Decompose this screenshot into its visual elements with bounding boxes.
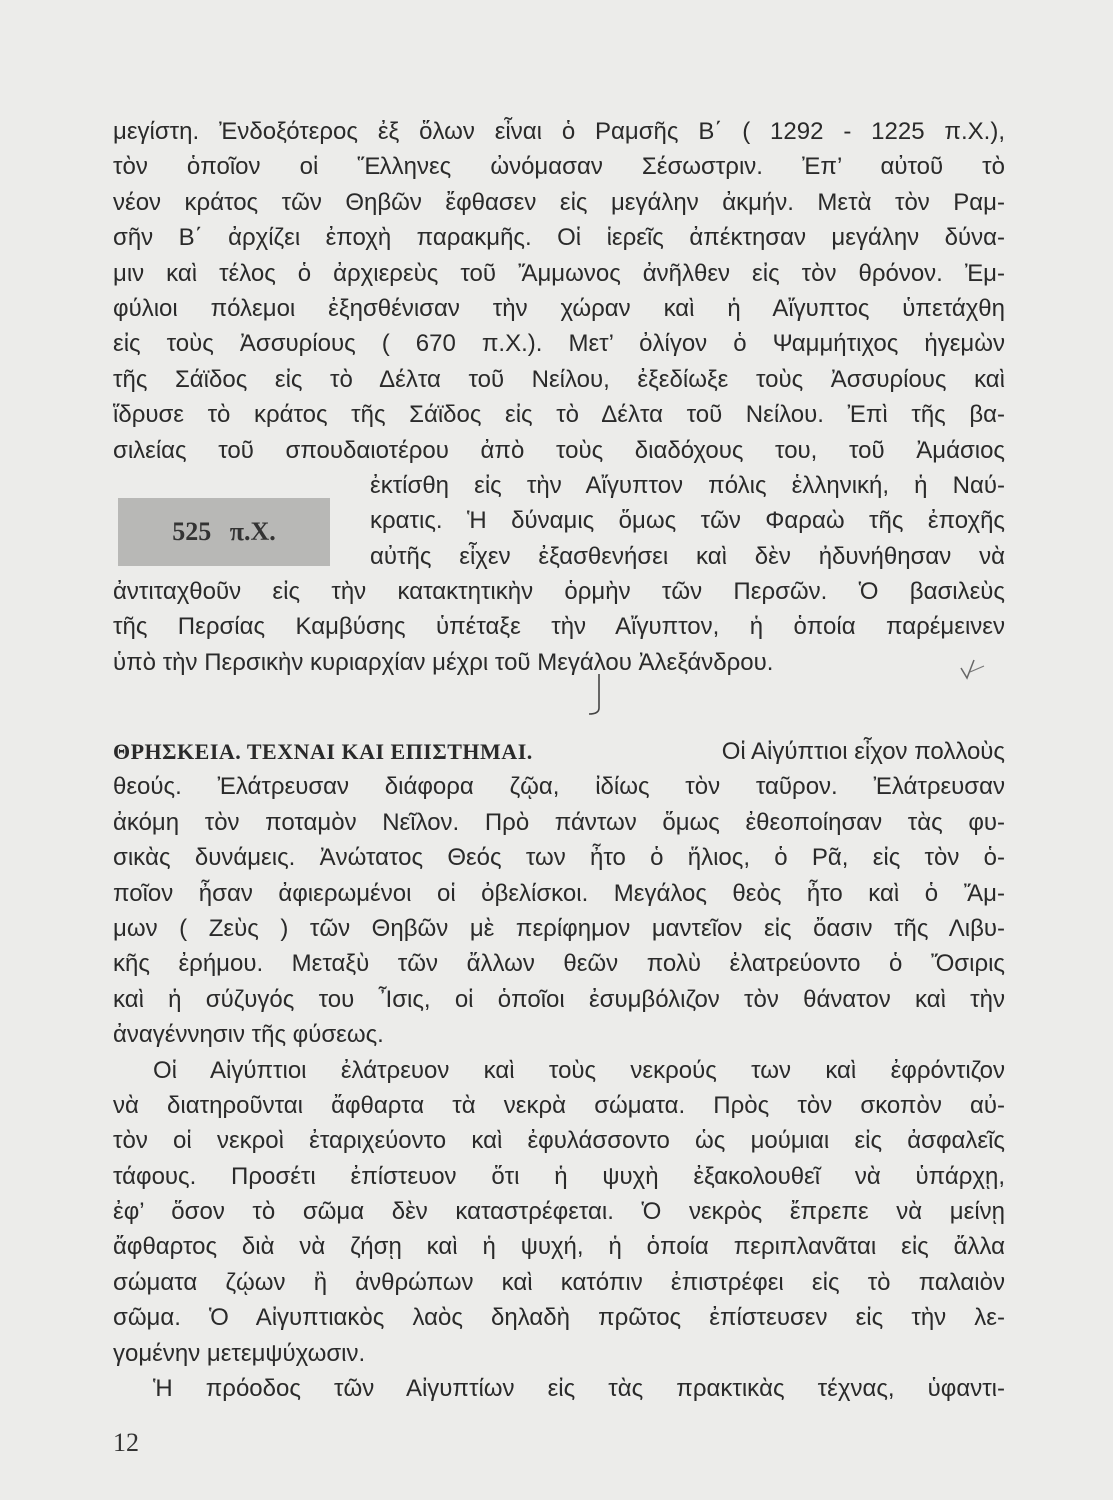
text-line: ὑπὸ τὴν Περσικὴν κυριαρχίαν μέχρι τοῦ Μεγάλου Ἀλεξάνδρου. [113, 648, 774, 676]
text-line: τῆς Σάϊδος εἰς τὸ Δέλτα τοῦ Νείλου, ἐξεδίωξε τοὺς Ἀσσυρίους καὶ [113, 365, 1005, 393]
text-line: ἐφ’ ὅσον τὸ σῶμα δὲν καταστρέφεται. Ὁ νεκρὸς ἔπρεπε νὰ μείνῃ [113, 1198, 1005, 1226]
text-line: ἀκόμη τὸν ποταμὸν Νεῖλον. Πρὸ πάντων ὅμως ἐθεοποίησαν τὰς φυ- [113, 808, 1005, 836]
text-line: τῆς Περσίας Καμβύσης ὑπέταξε τὴν Αἴγυπτον, ἡ ὁποία παρέμεινεν [113, 613, 1005, 641]
heading-continuation: Οἱ Αἰγύπτιοι εἶχον πολλοὺς [721, 738, 1005, 765]
text-line: νὰ διατηροῦνται ἄφθαρτα τὰ νεκρὰ σώματα. Πρὸς τὸν σκοπὸν αὐ- [113, 1091, 1005, 1119]
text-line: σῶμα. Ὁ Αἰγυπτιακὸς λαὸς δηλαδὴ πρῶτος ἐπίστευσεν εἰς τὴν λε- [113, 1304, 1005, 1332]
page-number: 12 [113, 1428, 139, 1457]
text-line: εἰς τοὺς Ἀσσυρίους ( 670 π.Χ.). Μετ’ ὀλίγον ὁ Ψαμμήτιχος ἡγεμὼν [113, 330, 1005, 358]
text-line: ἄφθαρτος διὰ νὰ ζήσῃ καὶ ἡ ψυχή, ἡ ὁποία περιπλανᾶται εἰς ἄλλα [113, 1233, 1005, 1261]
text-line: σιλείας τοῦ σπουδαιοτέρου ἀπὸ τοὺς διαδόχους του, τοῦ Ἀμάσιος [113, 436, 1005, 464]
text-line: μιν καὶ τέλος ὁ ἀρχιερεὺς τοῦ Ἄμμωνος ἀνῆλθεν εἰς τὸν θρόνον. Ἐμ- [113, 259, 1005, 287]
text-line: νέον κράτος τῶν Θηβῶν ἔφθασεν εἰς μεγάλην ἀκμήν. Μετὰ τὸν Ραμ- [113, 188, 1005, 216]
text-line: μεγίστη. Ἐνδοξότερος ἐξ ὅλων εἶναι ὁ Ραμσῆς Β΄ ( 1292 - 1225 π.Χ.), [113, 118, 1005, 145]
text-line: σώματα ζῴων ἢ ἀνθρώπων καὶ κατόπιν ἐπιστρέφει εἰς τὸ παλαιὸν [113, 1268, 1005, 1296]
section-history [113, 114, 1005, 680]
text-line: κρατις. Ἡ δύναμις ὅμως τῶν Φαραὼ τῆς ἐποχῆς [370, 507, 1005, 535]
text-line: καὶ ἡ σύζυγός του Ἶσις, οἱ ὁποῖοι ἐσυμβόλιζον τὸν θάνατον καὶ τὴν [113, 985, 1005, 1013]
text-line: ἐκτίσθη εἰς τὴν Αἴγυπτον πόλις ἑλληνική, ἡ Ναύ- [370, 471, 1005, 499]
text-line: κῆς ἐρήμου. Μεταξὺ τῶν ἄλλων θεῶν πολὺ ἐλατρεύοντο ὁ Ὄσιρις [113, 950, 1005, 978]
text-line: Ἡ πρόοδος τῶν Αἰγυπτίων εἰς τὰς πρακτικὰς τέχνας, ὑφαντι- [153, 1375, 1005, 1403]
text-line: ἀντιταχθοῦν εἰς τὴν κατακτητικὴν ὁρμὴν τῶν Περσῶν. Ὁ βασιλεὺς [113, 578, 1005, 606]
text-line: τὸν ὁποῖον οἱ Ἕλληνες ὠνόμασαν Σέσωστριν. Ἐπ’ αὐτοῦ τὸ [113, 153, 1005, 181]
text-line: γομένην μετεμψύχωσιν. [113, 1339, 366, 1367]
section-heading: ΘΡΗΣΚΕΙΑ. ΤΕΧΝΑΙ ΚΑΙ ΕΠΙΣΤΗΜΑΙ. [113, 739, 533, 764]
text-line: μων ( Ζεὺς ) τῶν Θηβῶν μὲ περίφημον μαντεῖον εἰς ὄασιν τῆς Λιβυ- [113, 914, 1005, 942]
handwritten-bracket-mark-icon [585, 672, 607, 718]
text-line: σικὰς δυνάμεις. Ἀνώτατος Θεός των ἦτο ὁ ἥλιος, ὁ Ρᾶ, εἰς τὸν ὁ- [113, 844, 1005, 872]
text-line: σῆν Β΄ ἀρχίζει ἐποχὴ παρακμῆς. Οἱ ἱερεῖς ἀπέκτησαν μεγάλην δύνα- [113, 224, 1005, 252]
section-religion [113, 734, 1005, 1406]
text-line: ἵδρυσε τὸ κράτος τῆς Σάϊδος εἰς τὸ Δέλτα τοῦ Νείλου. Ἐπὶ τῆς βα- [113, 401, 1005, 429]
text-line: φύλιοι πόλεμοι ἐξησθένισαν τὴν χώραν καὶ ἡ Αἴγυπτος ὑπετάχθη [113, 294, 1005, 322]
text-line [113, 734, 1005, 769]
text-line: Οἱ Αἰγύπτιοι ἐλάτρευον καὶ τοὺς νεκρούς των καὶ ἐφρόντιζον [153, 1056, 1005, 1084]
text-line: ποῖον ἦσαν ἀφιερωμένοι οἱ ὀβελίσκοι. Μεγάλος θεὸς ἦτο καὶ ὁ Ἄμ- [113, 879, 1005, 907]
text-line: θεούς. Ἐλάτρευσαν διάφορα ζῷα, ἰδίως τὸν ταῦρον. Ἐλάτρευσαν [113, 773, 1005, 801]
handwritten-check-mark-icon [958, 656, 988, 682]
margin-date-box [118, 498, 330, 566]
margin-date: 525 π.Χ. [172, 517, 276, 546]
text-line: ἀναγέννησιν τῆς φύσεως. [113, 1021, 384, 1049]
text-line: αὐτῆς εἶχεν ἐξασθενήσει καὶ δὲν ἠδυνήθησαν νὰ [370, 542, 1005, 570]
text-line: τὸν οἱ νεκροὶ ἐταριχεύοντο καὶ ἐφυλάσσοντο ὡς μούμιαι εἰς ἀσφαλεῖς [113, 1127, 1005, 1155]
text-line: τάφους. Προσέτι ἐπίστευον ὅτι ἡ ψυχὴ ἐξακολουθεῖ νὰ ὑπάρχῃ, [113, 1162, 1005, 1190]
